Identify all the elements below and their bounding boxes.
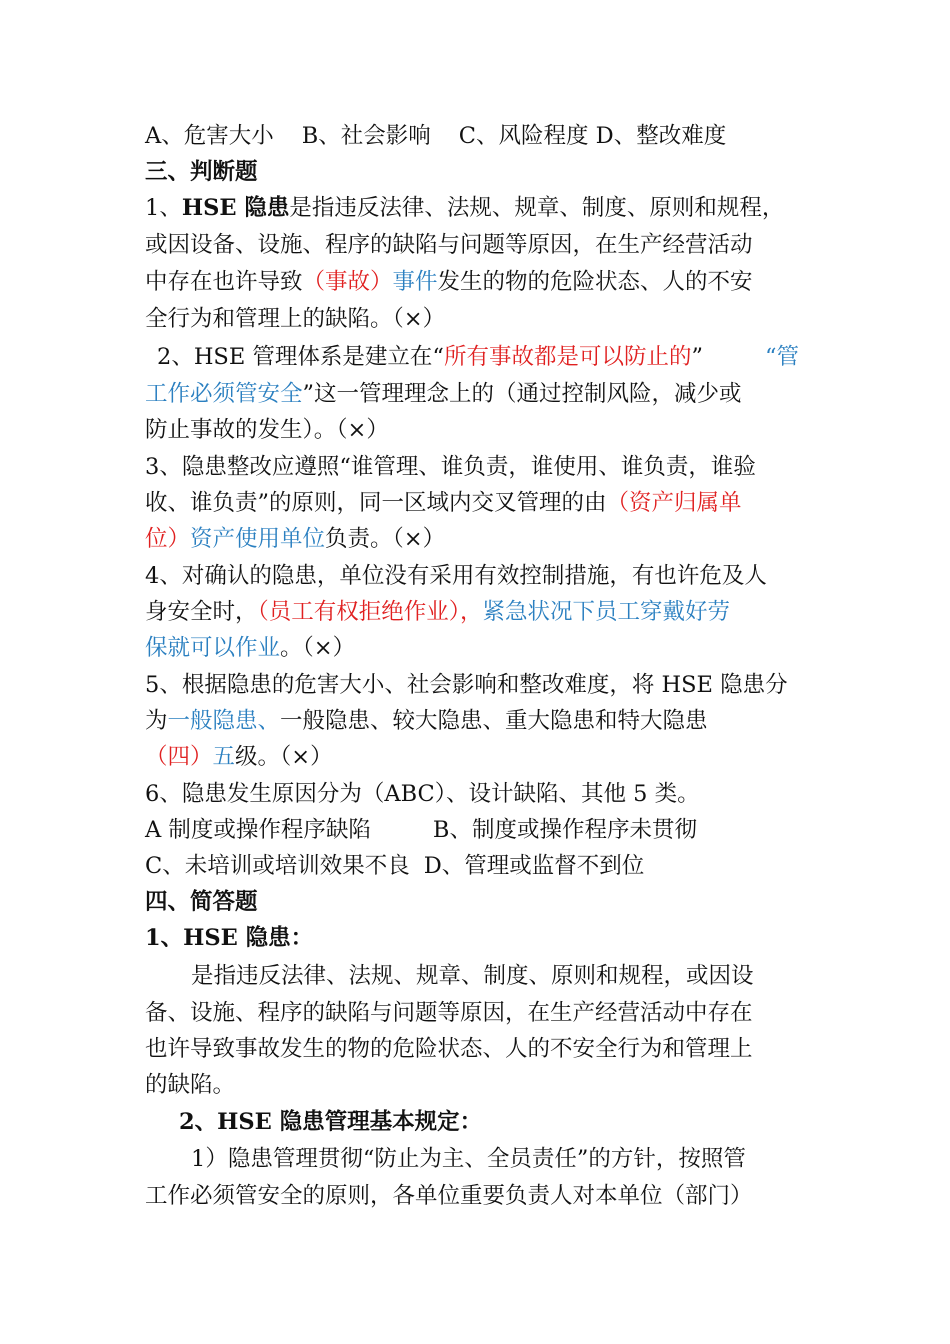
judgment-2-line-1: 2、HSE 管理体系是建立在“所有事故都是可以防止的” “管 — [157, 344, 799, 370]
short-answer-2-line-1: 1）隐患管理贯彻“防止为主、全员责任”的方针，按照管 — [191, 1146, 746, 1172]
judgment-1-line-1: 1、HSE 隐患是指违反法律、法规、规章、制度、原则和规程， — [145, 195, 785, 221]
term-hse-hazard: HSE 隐患 — [181, 195, 290, 221]
short-answer-1-line-1: 是指违反法律、法规、规章、制度、原则和规程，或因设 — [191, 963, 754, 989]
correction-blue: 事件 — [392, 269, 438, 295]
short-answer-2-line-2: 工作必须管安全的原则，各单位重要负责人对本单位（部门） — [145, 1183, 753, 1209]
judgment-3-line-3: 位）资产使用单位负责。（×） — [145, 526, 446, 552]
option-a: A、危害大小 — [145, 123, 274, 149]
judgment-5-line-2: 为一般隐患、一般隐患、较大隐患、重大隐患和特大隐患 — [145, 708, 708, 734]
judgment-4-line-2: 身安全时，（员工有权拒绝作业），紧急状况下员工穿戴好劳 — [145, 599, 731, 625]
correction-red: （资产归属单 — [606, 490, 742, 516]
option-c-d: C、风险程度 D、整改难度 — [458, 123, 727, 149]
judgment-2-line-2: 工作必须管安全”这一管理理念上的（通过控制风险，减少或 — [145, 381, 742, 407]
correction-blue: 紧急状况下员工穿戴好劳 — [482, 599, 731, 625]
correction-red: 位） — [145, 526, 191, 552]
judgment-3-line-1: 3、隐患整改应遵照“谁管理、谁负责，谁使用、谁负责，谁验 — [145, 454, 756, 480]
judgment-1-line-4: 全行为和管理上的缺陷。（×） — [145, 306, 446, 332]
correction-blue: 资产使用单位 — [190, 526, 326, 552]
option-b: B、社会影响 — [301, 123, 431, 149]
judgment-6-options-ab: A 制度或操作程序缺陷 B、制度或操作程序未贯彻 — [145, 817, 697, 843]
judgment-6-options-cd: C、未培训或培训效果不良 D、管理或监督不到位 — [145, 853, 645, 879]
judgment-6-line-1: 6、隐患发生原因分为（ABC）、设计缺陷、其他 5 类。 — [145, 781, 700, 807]
short-answer-2-title: 2、HSE 隐患管理基本规定： — [179, 1109, 483, 1135]
judgment-1-line-2: 或因设备、设施、程序的缺陷与问题等原因，在生产经营活动 — [145, 232, 753, 258]
correction-blue: 一般隐患、 — [167, 708, 281, 734]
judgment-2-line-3: 防止事故的发生）。（×） — [145, 417, 389, 443]
judgment-5-line-1: 5、根据隐患的危害大小、社会影响和整改难度，将 HSE 隐患分 — [145, 672, 788, 698]
correction-red: （员工有权拒绝作业）， — [257, 599, 483, 625]
judgment-4-line-3: 保就可以作业。（×） — [145, 635, 356, 661]
correction-red: 所有事故都是可以防止的 — [443, 344, 692, 370]
choice-options-line — [145, 118, 726, 154]
correction-red: （四） — [145, 744, 213, 770]
short-answer-1-line-3: 也许导致事故发生的物的危险状态、人的不安全行为和管理上 — [145, 1036, 753, 1062]
correction-blue: 五 — [212, 744, 236, 770]
short-answer-1-line-2: 备、设施、程序的缺陷与问题等原因，在生产经营活动中存在 — [145, 1000, 753, 1026]
correction-blue: 工作必须管安全 — [145, 381, 303, 407]
short-answer-1-line-4: 的缺陷。 — [145, 1072, 236, 1098]
judgment-3-line-2: 收、谁负责”的原则，同一区域内交叉管理的由（资产归属单 — [145, 490, 742, 516]
judgment-5-line-3: （四）五级。（×） — [145, 744, 333, 770]
correction-blue: “管 — [764, 344, 799, 370]
section-heading-short-answer: 四、简答题 — [145, 889, 258, 915]
judgment-1-line-3: 中存在也许导致（事故）事件发生的物的危险状态、人的不安 — [145, 269, 753, 295]
section-heading-judgment: 三、判断题 — [145, 159, 258, 185]
short-answer-1-title: 1、HSE 隐患： — [145, 925, 314, 951]
correction-red: （事故） — [302, 269, 393, 295]
judgment-4-line-1: 4、对确认的隐患，单位没有采用有效控制措施，有也许危及人 — [145, 563, 767, 589]
correction-blue: 保就可以作业 — [145, 635, 281, 661]
